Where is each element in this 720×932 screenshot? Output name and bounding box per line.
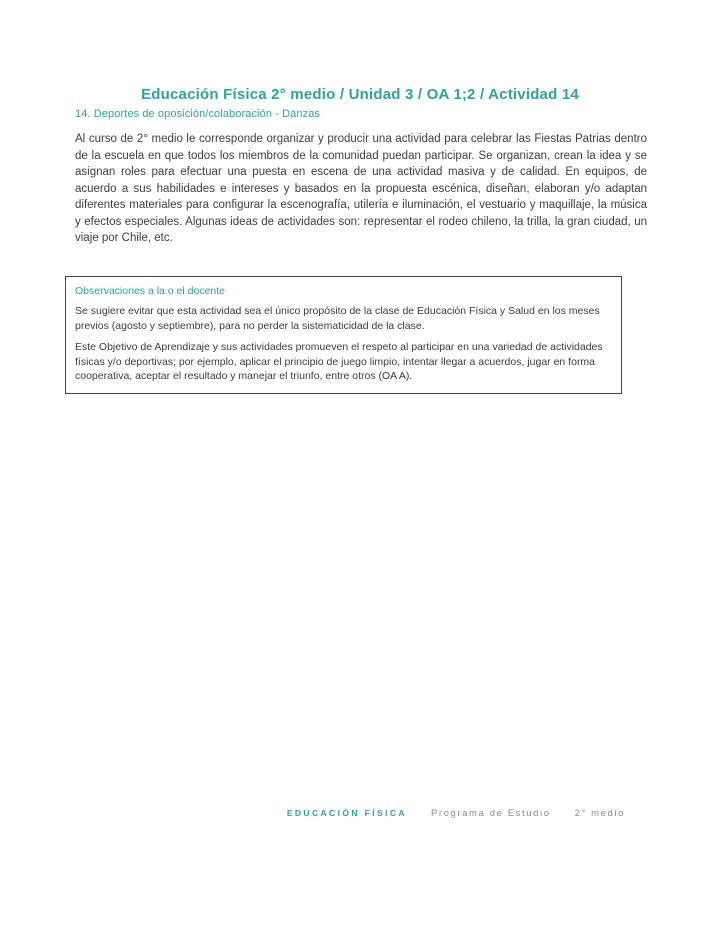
- observations-box: [65, 276, 622, 394]
- observations-heading: Observaciones a la o el docente: [75, 285, 226, 297]
- page-title: Educación Física 2° medio / Unidad 3 / OA 1;2 / Actividad 14: [141, 86, 579, 103]
- observation-paragraph: Se sugiere evitar que esta actividad sea el único propósito de la clase de Educación Física y Salud en los meses previos (agosto y septiembre), para no perder la sistematicidad de la clase.: [75, 305, 600, 332]
- observation-paragraph: Este Objetivo de Aprendizaje y sus actividades promueven el respeto al participar en una variedad de actividades físicas y/o deportivas; por ejemplo, aplicar el principio de juego limpio, intentar llegar a acuerdos, jugar en forma cooperativa, aceptar el resultado y manejar el triunfo, entre otros (OA A).: [75, 341, 603, 382]
- activity-heading: 14. Deportes de oposición/colaboración - Danzas: [75, 108, 321, 120]
- body-paragraph: Al curso de 2° medio le corresponde organizar y producir una actividad para celebrar las Fiestas Patrias dentro de la escuela en que todos los miembros de la comunidad puedan participar. Se organizan, crean la idea y se asignan roles para efectuar una puesta en escena de una actividad masiva y de calidad. En equipos, de acuerdo a sus habilidades e intereses y basados en la propuesta escénica, diseñan, elaboran y/o adaptan diferentes materiales para configurar la escenografía, utilería e iluminación, el vestuario y maquillaje, la música y efectos especiales. Algunas ideas de actividades son: representar el rodeo chileno, la trilla, la gran ciudad, un viaje por Chile, etc.: [75, 133, 647, 244]
- footer-subject-label: EDUCACIÓN FÍSICA: [286, 808, 407, 818]
- footer-grade-label: 2° medio: [574, 808, 625, 819]
- page-footer: [0, 808, 720, 819]
- footer-document-name: Programa de Estudio: [430, 808, 551, 819]
